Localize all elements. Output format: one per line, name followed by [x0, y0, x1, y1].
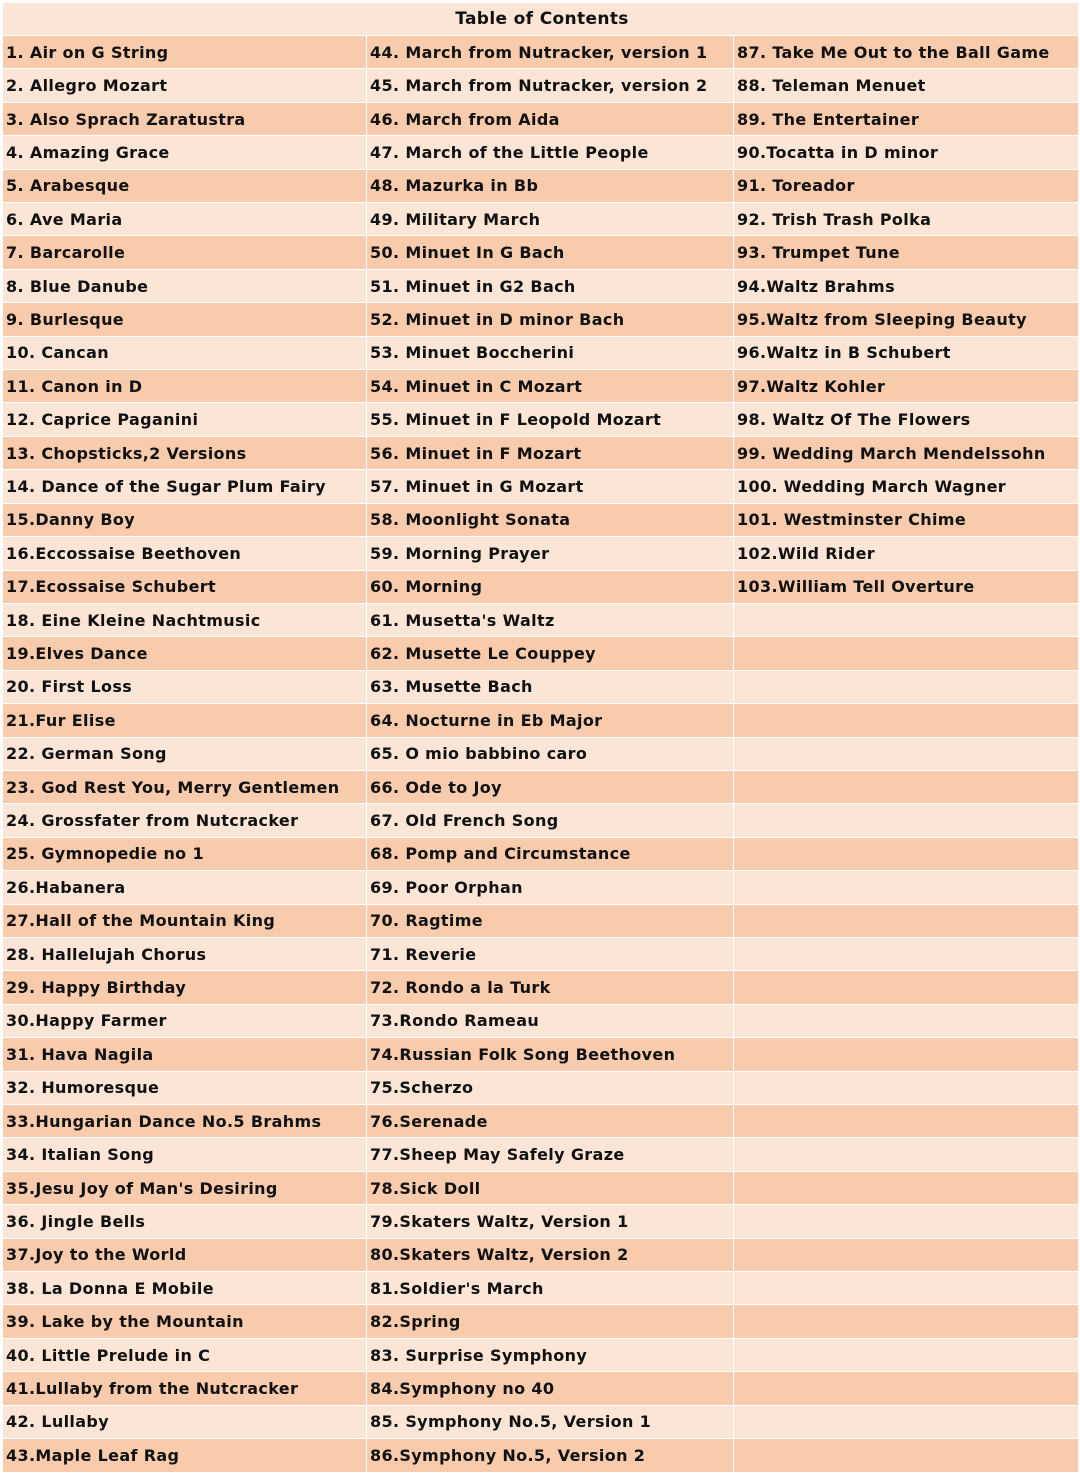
toc-entry: 50. Minuet In G Bach [367, 236, 734, 269]
table-row [3, 403, 1079, 436]
table-row [3, 1272, 1079, 1305]
toc-entry: 67. Old French Song [367, 804, 734, 837]
table-row [3, 336, 1079, 369]
toc-entry: 66. Ode to Joy [367, 770, 734, 803]
toc-entry: 6. Ave Maria [3, 203, 367, 236]
table-row [3, 1372, 1079, 1405]
toc-entry: 74.Russian Folk Song Beethoven [367, 1038, 734, 1071]
toc-entry: 45. March from Nutracker, version 2 [367, 69, 734, 102]
toc-entry: 83. Surprise Symphony [367, 1338, 734, 1371]
toc-entry: 12. Caprice Paganini [3, 403, 367, 436]
toc-entry: 89. The Entertainer [734, 102, 1079, 135]
toc-entry [734, 904, 1079, 937]
toc-entry: 1. Air on G String [3, 36, 367, 69]
toc-entry: 46. March from Aida [367, 102, 734, 135]
toc-entry: 59. Morning Prayer [367, 537, 734, 570]
table-row [3, 1071, 1079, 1104]
toc-entry [734, 603, 1079, 636]
table-row [3, 570, 1079, 603]
table-row [3, 904, 1079, 937]
toc-entry [734, 937, 1079, 970]
toc-entry [734, 670, 1079, 703]
toc-entry [734, 871, 1079, 904]
toc-entry: 77.Sheep May Safely Graze [367, 1138, 734, 1171]
toc-body [3, 36, 1079, 1473]
toc-entry: 51. Minuet in G2 Bach [367, 269, 734, 302]
toc-entry: 103.William Tell Overture [734, 570, 1079, 603]
toc-entry: 49. Military March [367, 203, 734, 236]
toc-entry [734, 704, 1079, 737]
toc-entry: 78.Sick Doll [367, 1171, 734, 1204]
toc-entry: 64. Nocturne in Eb Major [367, 704, 734, 737]
toc-entry [734, 1171, 1079, 1204]
toc-entry [734, 971, 1079, 1004]
table-row [3, 269, 1079, 302]
toc-entry: 36. Jingle Bells [3, 1205, 367, 1238]
toc-entry: 20. First Loss [3, 670, 367, 703]
table-row [3, 1038, 1079, 1071]
table-row [3, 537, 1079, 570]
toc-entry: 21.Fur Elise [3, 704, 367, 737]
toc-entry: 11. Canon in D [3, 370, 367, 403]
toc-entry: 32. Humoresque [3, 1071, 367, 1104]
table-row [3, 303, 1079, 336]
table-of-contents [2, 2, 1079, 1473]
toc-entry [734, 770, 1079, 803]
toc-entry: 25. Gymnopedie no 1 [3, 837, 367, 870]
toc-entry: 35.Jesu Joy of Man's Desiring [3, 1171, 367, 1204]
table-row [3, 370, 1079, 403]
table-row [3, 1105, 1079, 1138]
toc-entry: 92. Trish Trash Polka [734, 203, 1079, 236]
table-title: Table of Contents [3, 3, 1079, 36]
table-row [3, 1238, 1079, 1271]
toc-entry: 52. Minuet in D minor Bach [367, 303, 734, 336]
toc-entry [734, 1338, 1079, 1371]
toc-entry: 29. Happy Birthday [3, 971, 367, 1004]
toc-entry: 16.Eccossaise Beethoven [3, 537, 367, 570]
toc-entry: 4. Amazing Grace [3, 136, 367, 169]
toc-entry: 73.Rondo Rameau [367, 1004, 734, 1037]
table-row [3, 1338, 1079, 1371]
toc-entry [734, 1004, 1079, 1037]
toc-entry: 91. Toreador [734, 169, 1079, 202]
toc-entry [734, 1205, 1079, 1238]
toc-entry: 85. Symphony No.5, Version 1 [367, 1405, 734, 1438]
toc-entry [734, 804, 1079, 837]
toc-entry: 40. Little Prelude in C [3, 1338, 367, 1371]
toc-entry [734, 1405, 1079, 1438]
toc-entry: 10. Cancan [3, 336, 367, 369]
toc-entry: 7. Barcarolle [3, 236, 367, 269]
toc-entry [734, 637, 1079, 670]
table-row [3, 837, 1079, 870]
toc-entry: 5. Arabesque [3, 169, 367, 202]
toc-entry: 28. Hallelujah Chorus [3, 937, 367, 970]
toc-entry: 38. La Donna E Mobile [3, 1272, 367, 1305]
table-row [3, 470, 1079, 503]
toc-entry: 80.Skaters Waltz, Version 2 [367, 1238, 734, 1271]
toc-entry: 62. Musette Le Couppey [367, 637, 734, 670]
toc-entry [734, 1138, 1079, 1171]
toc-entry: 70. Ragtime [367, 904, 734, 937]
toc-entry: 88. Teleman Menuet [734, 69, 1079, 102]
toc-entry: 15.Danny Boy [3, 503, 367, 536]
toc-entry: 43.Maple Leaf Rag [3, 1439, 367, 1473]
toc-entry: 98. Waltz Of The Flowers [734, 403, 1079, 436]
toc-entry: 2. Allegro Mozart [3, 69, 367, 102]
table-row [3, 503, 1079, 536]
toc-entry: 3. Also Sprach Zaratustra [3, 102, 367, 135]
toc-entry: 19.Elves Dance [3, 637, 367, 670]
table-row [3, 603, 1079, 636]
toc-entry [734, 1238, 1079, 1271]
table-row [3, 770, 1079, 803]
toc-entry: 96.Waltz in B Schubert [734, 336, 1079, 369]
toc-entry [734, 1105, 1079, 1138]
toc-entry: 61. Musetta's Waltz [367, 603, 734, 636]
toc-entry [734, 737, 1079, 770]
table-row [3, 1138, 1079, 1171]
table-row [3, 1004, 1079, 1037]
toc-entry: 72. Rondo a la Turk [367, 971, 734, 1004]
toc-entry: 48. Mazurka in Bb [367, 169, 734, 202]
toc-entry: 71. Reverie [367, 937, 734, 970]
toc-entry: 17.Ecossaise Schubert [3, 570, 367, 603]
table-row [3, 937, 1079, 970]
toc-entry [734, 837, 1079, 870]
toc-entry: 87. Take Me Out to the Ball Game [734, 36, 1079, 69]
toc-entry: 58. Moonlight Sonata [367, 503, 734, 536]
toc-entry: 23. God Rest You, Merry Gentlemen [3, 770, 367, 803]
toc-entry: 47. March of the Little People [367, 136, 734, 169]
toc-entry: 24. Grossfater from Nutcracker [3, 804, 367, 837]
toc-entry: 33.Hungarian Dance No.5 Brahms [3, 1105, 367, 1138]
toc-entry: 42. Lullaby [3, 1405, 367, 1438]
toc-entry: 69. Poor Orphan [367, 871, 734, 904]
table-row [3, 704, 1079, 737]
toc-entry: 27.Hall of the Mountain King [3, 904, 367, 937]
toc-entry [734, 1372, 1079, 1405]
toc-entry: 30.Happy Farmer [3, 1004, 367, 1037]
toc-entry: 76.Serenade [367, 1105, 734, 1138]
toc-entry: 94.Waltz Brahms [734, 269, 1079, 302]
table-row [3, 203, 1079, 236]
toc-entry [734, 1439, 1079, 1473]
toc-entry: 39. Lake by the Mountain [3, 1305, 367, 1338]
toc-entry: 53. Minuet Boccherini [367, 336, 734, 369]
toc-entry: 26.Habanera [3, 871, 367, 904]
toc-entry: 75.Scherzo [367, 1071, 734, 1104]
toc-entry: 97.Waltz Kohler [734, 370, 1079, 403]
table-row [3, 236, 1079, 269]
table-row [3, 737, 1079, 770]
toc-entry [734, 1305, 1079, 1338]
table-row [3, 971, 1079, 1004]
toc-entry: 14. Dance of the Sugar Plum Fairy [3, 470, 367, 503]
toc-entry: 84.Symphony no 40 [367, 1372, 734, 1405]
table-row [3, 102, 1079, 135]
toc-entry: 90.Tocatta in D minor [734, 136, 1079, 169]
toc-entry: 102.Wild Rider [734, 537, 1079, 570]
toc-entry: 93. Trumpet Tune [734, 236, 1079, 269]
table-row [3, 169, 1079, 202]
toc-entry [734, 1038, 1079, 1071]
table-row [3, 36, 1079, 69]
toc-entry: 65. O mio babbino caro [367, 737, 734, 770]
table-row [3, 436, 1079, 469]
table-row [3, 804, 1079, 837]
toc-entry: 13. Chopsticks,2 Versions [3, 436, 367, 469]
table-row [3, 1405, 1079, 1438]
table-row [3, 69, 1079, 102]
toc-entry: 100. Wedding March Wagner [734, 470, 1079, 503]
toc-entry: 56. Minuet in F Mozart [367, 436, 734, 469]
table-row [3, 670, 1079, 703]
toc-entry: 44. March from Nutracker, version 1 [367, 36, 734, 69]
toc-entry: 34. Italian Song [3, 1138, 367, 1171]
toc-entry: 57. Minuet in G Mozart [367, 470, 734, 503]
toc-entry: 31. Hava Nagila [3, 1038, 367, 1071]
toc-entry: 63. Musette Bach [367, 670, 734, 703]
toc-entry: 68. Pomp and Circumstance [367, 837, 734, 870]
toc-entry: 99. Wedding March Mendelssohn [734, 436, 1079, 469]
table-row [3, 637, 1079, 670]
toc-entry: 82.Spring [367, 1305, 734, 1338]
toc-entry: 95.Waltz from Sleeping Beauty [734, 303, 1079, 336]
table-row [3, 871, 1079, 904]
toc-entry: 18. Eine Kleine Nachtmusic [3, 603, 367, 636]
toc-entry: 41.Lullaby from the Nutcracker [3, 1372, 367, 1405]
table-row [3, 1205, 1079, 1238]
toc-entry: 81.Soldier's March [367, 1272, 734, 1305]
toc-entry: 9. Burlesque [3, 303, 367, 336]
toc-entry [734, 1272, 1079, 1305]
table-row [3, 1439, 1079, 1473]
toc-entry: 37.Joy to the World [3, 1238, 367, 1271]
toc-entry [734, 1071, 1079, 1104]
toc-entry: 86.Symphony No.5, Version 2 [367, 1439, 734, 1473]
table-row [3, 1171, 1079, 1204]
toc-entry: 22. German Song [3, 737, 367, 770]
toc-entry: 8. Blue Danube [3, 269, 367, 302]
table-row [3, 136, 1079, 169]
toc-entry: 60. Morning [367, 570, 734, 603]
toc-entry: 101. Westminster Chime [734, 503, 1079, 536]
toc-entry: 55. Minuet in F Leopold Mozart [367, 403, 734, 436]
toc-entry: 79.Skaters Waltz, Version 1 [367, 1205, 734, 1238]
toc-entry: 54. Minuet in C Mozart [367, 370, 734, 403]
table-row [3, 1305, 1079, 1338]
